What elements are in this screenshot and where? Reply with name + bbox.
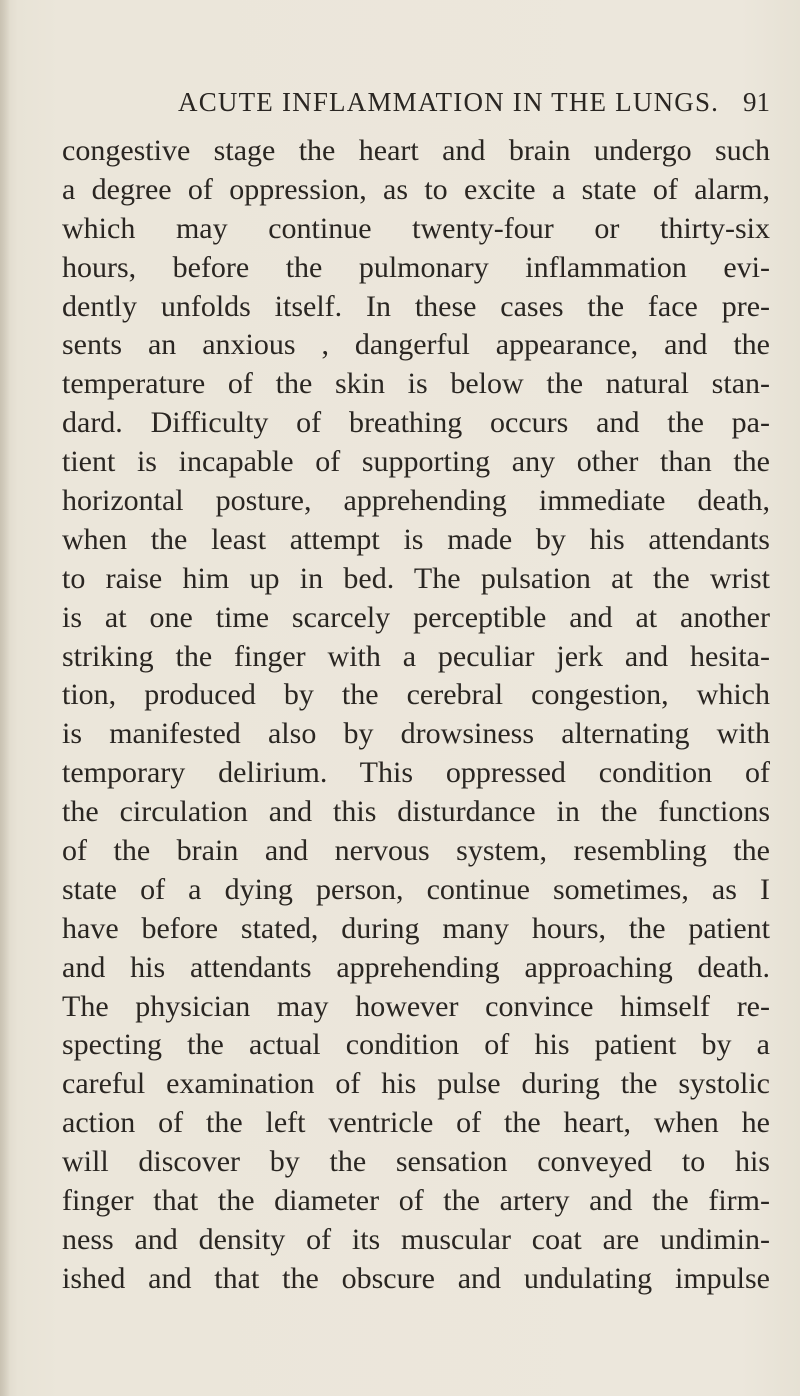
text-line: striking the finger with a peculiar jerk and hesita-: [62, 639, 770, 673]
text-line: congestive stage the heart and brain undergo such: [62, 134, 770, 167]
page-number: 91: [743, 87, 770, 117]
running-head-title: ACUTE INFLAMMATION IN THE LUNGS.: [178, 87, 720, 117]
text-line: hours, before the pulmonary inflammation evi-: [62, 250, 770, 284]
running-head: [60, 84, 770, 120]
text-line: temporary delirium. This oppressed condition of: [62, 756, 770, 790]
text-line: have before stated, during many hours, the patient: [62, 911, 770, 945]
text-line: finger that the diameter of the artery and the firm-: [62, 1184, 770, 1218]
text-line: tient is incapable of supporting any other than the: [62, 445, 770, 479]
gutter-shadow: [0, 0, 10, 1396]
text-line: horizontal posture, apprehending immediate death,: [62, 484, 770, 518]
text-line: ness and density of its muscular coat are undimin-: [62, 1222, 770, 1256]
text-line: ished and that the obscure and undulating impulse: [62, 1261, 770, 1295]
text-line: is at one time scarcely perceptible and at another: [62, 600, 770, 634]
text-line: when the least attempt is made by his attendants: [62, 522, 770, 556]
text-line: the circulation and this disturdance in the functions: [62, 795, 770, 829]
text-line: action of the left ventricle of the heart, when he: [62, 1106, 770, 1140]
text-line: sents an anxious , dangerful appearance, and the: [62, 328, 770, 362]
text-line: dently unfolds itself. In these cases the face pre-: [62, 289, 770, 323]
text-line: is manifested also by drowsiness alternating with: [62, 717, 770, 751]
text-line: temperature of the skin is below the natural stan-: [62, 367, 770, 401]
text-line: and his attendants apprehending approaching death.: [62, 950, 770, 984]
text-line: which may continue twenty-four or thirty-six: [62, 211, 770, 245]
text-line: careful examination of his pulse during the systolic: [62, 1067, 770, 1101]
text-line: will discover by the sensation conveyed to his: [62, 1145, 770, 1179]
text-line: dard. Difficulty of breathing occurs and the pa-: [62, 406, 770, 440]
text-line: a degree of oppression, as to excite a state of alarm,: [62, 172, 770, 206]
text-line: The physician may however convince himself re-: [62, 989, 770, 1023]
text-line: specting the actual condition of his patient by a: [62, 1028, 770, 1062]
body-text: [62, 132, 770, 1299]
text-line: of the brain and nervous system, resembling the: [62, 834, 770, 868]
text-line: to raise him up in bed. The pulsation at the wrist: [62, 561, 770, 595]
text-line: state of a dying person, continue sometimes, as I: [62, 872, 770, 906]
text-line: tion, produced by the cerebral congestion, which: [62, 678, 770, 712]
